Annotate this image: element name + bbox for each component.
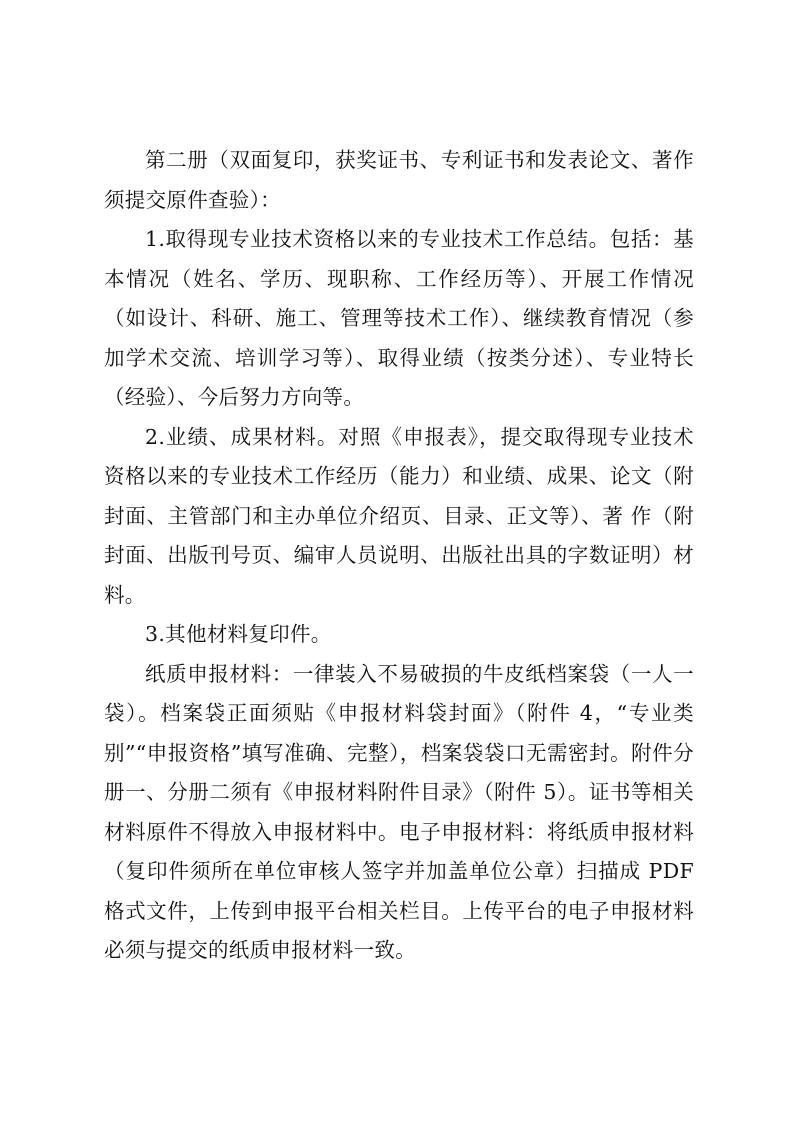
paragraph-submission-materials: 纸质申报材料：一律装入不易破损的牛皮纸档案袋（一人一袋）。档案袋正面须贴《申报材料袋封面》（附件 4，“专业类别”“申报资格”填写准确、完整），档案袋袋口无需密封。附件分册一、分册二须有《申报材料附件目录》（附件 5）。证书等相关材料原件不得放入申报材料中。电子申报材料：将纸质申报材料（复印件须所在单位审核人签字并加盖单位公章）扫描成 PDF 格式文件，上传到申报平台相关栏目。上传平台的电子申报材料必须与提交的纸质申报材料一致。 xyxy=(104,661,694,962)
paragraph-item-3-other-copies: 3.其他材料复印件。 xyxy=(145,622,332,646)
paragraph-volume-two: 第二册（双面复印，获奖证书、专利证书和发表论文、著作须提交原件查验）： xyxy=(104,148,694,212)
document-body xyxy=(104,141,694,971)
paragraph-item-2-achievements: 2.业绩、成果材料。对照《申报表》，提交取得现专业技术资格以来的专业技术工作经历（能力）和业绩、成果、论文（附封面、主管部门和主办单位介绍页、目录、正文等）、著 作（附封面、出版刊号页、编审人员说明、出版社出具的字数证明）材料。 xyxy=(104,424,694,607)
paragraph-item-1-work-summary: 1.取得现专业技术资格以来的专业技术工作总结。包括：基本情况（姓名、学历、现职称、工作经历等）、开展工作情况（如设计、科研、施工、管理等技术工作）、继续教育情况（参加学术交流、培训学习等）、取得业绩（按类分述）、专业特长（经验）、今后努力方向等。 xyxy=(104,227,694,409)
